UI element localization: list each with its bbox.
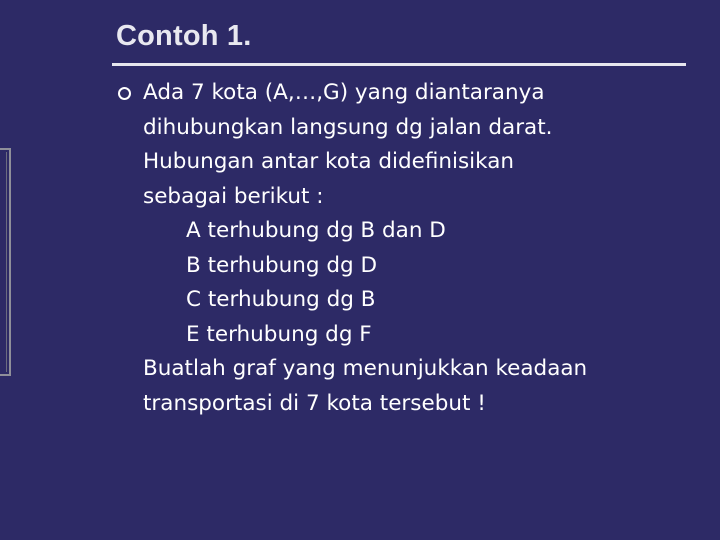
relation-line-e: E terhubung dg F [186,321,372,347]
paragraph-line: Hubungan antar kota didefinisikan [143,149,515,174]
paragraph-line: sebagai berikut : [143,183,324,209]
closing-line: Buatlah graf yang menunjukkan keadaan [143,356,588,381]
bullet-content [143,76,703,421]
title-underline [112,63,686,66]
side-decoration-bar [0,148,11,376]
relation-line-a: A terhubung dg B dan D [186,218,446,243]
relation-line-b: B terhubung dg D [186,252,378,278]
relation-line-c: C terhubung dg B [186,287,376,312]
side-decoration-inner [0,152,7,372]
circle-bullet-icon [118,87,131,100]
paragraph-line: Ada 7 kota (A,…,G) yang diantaranya [143,80,545,105]
paragraph-line: dihubungkan langsung dg jalan darat. [143,114,553,140]
closing-line: transportasi di 7 kota tersebut ! [143,390,486,416]
slide-title: Contoh 1. [116,20,252,52]
